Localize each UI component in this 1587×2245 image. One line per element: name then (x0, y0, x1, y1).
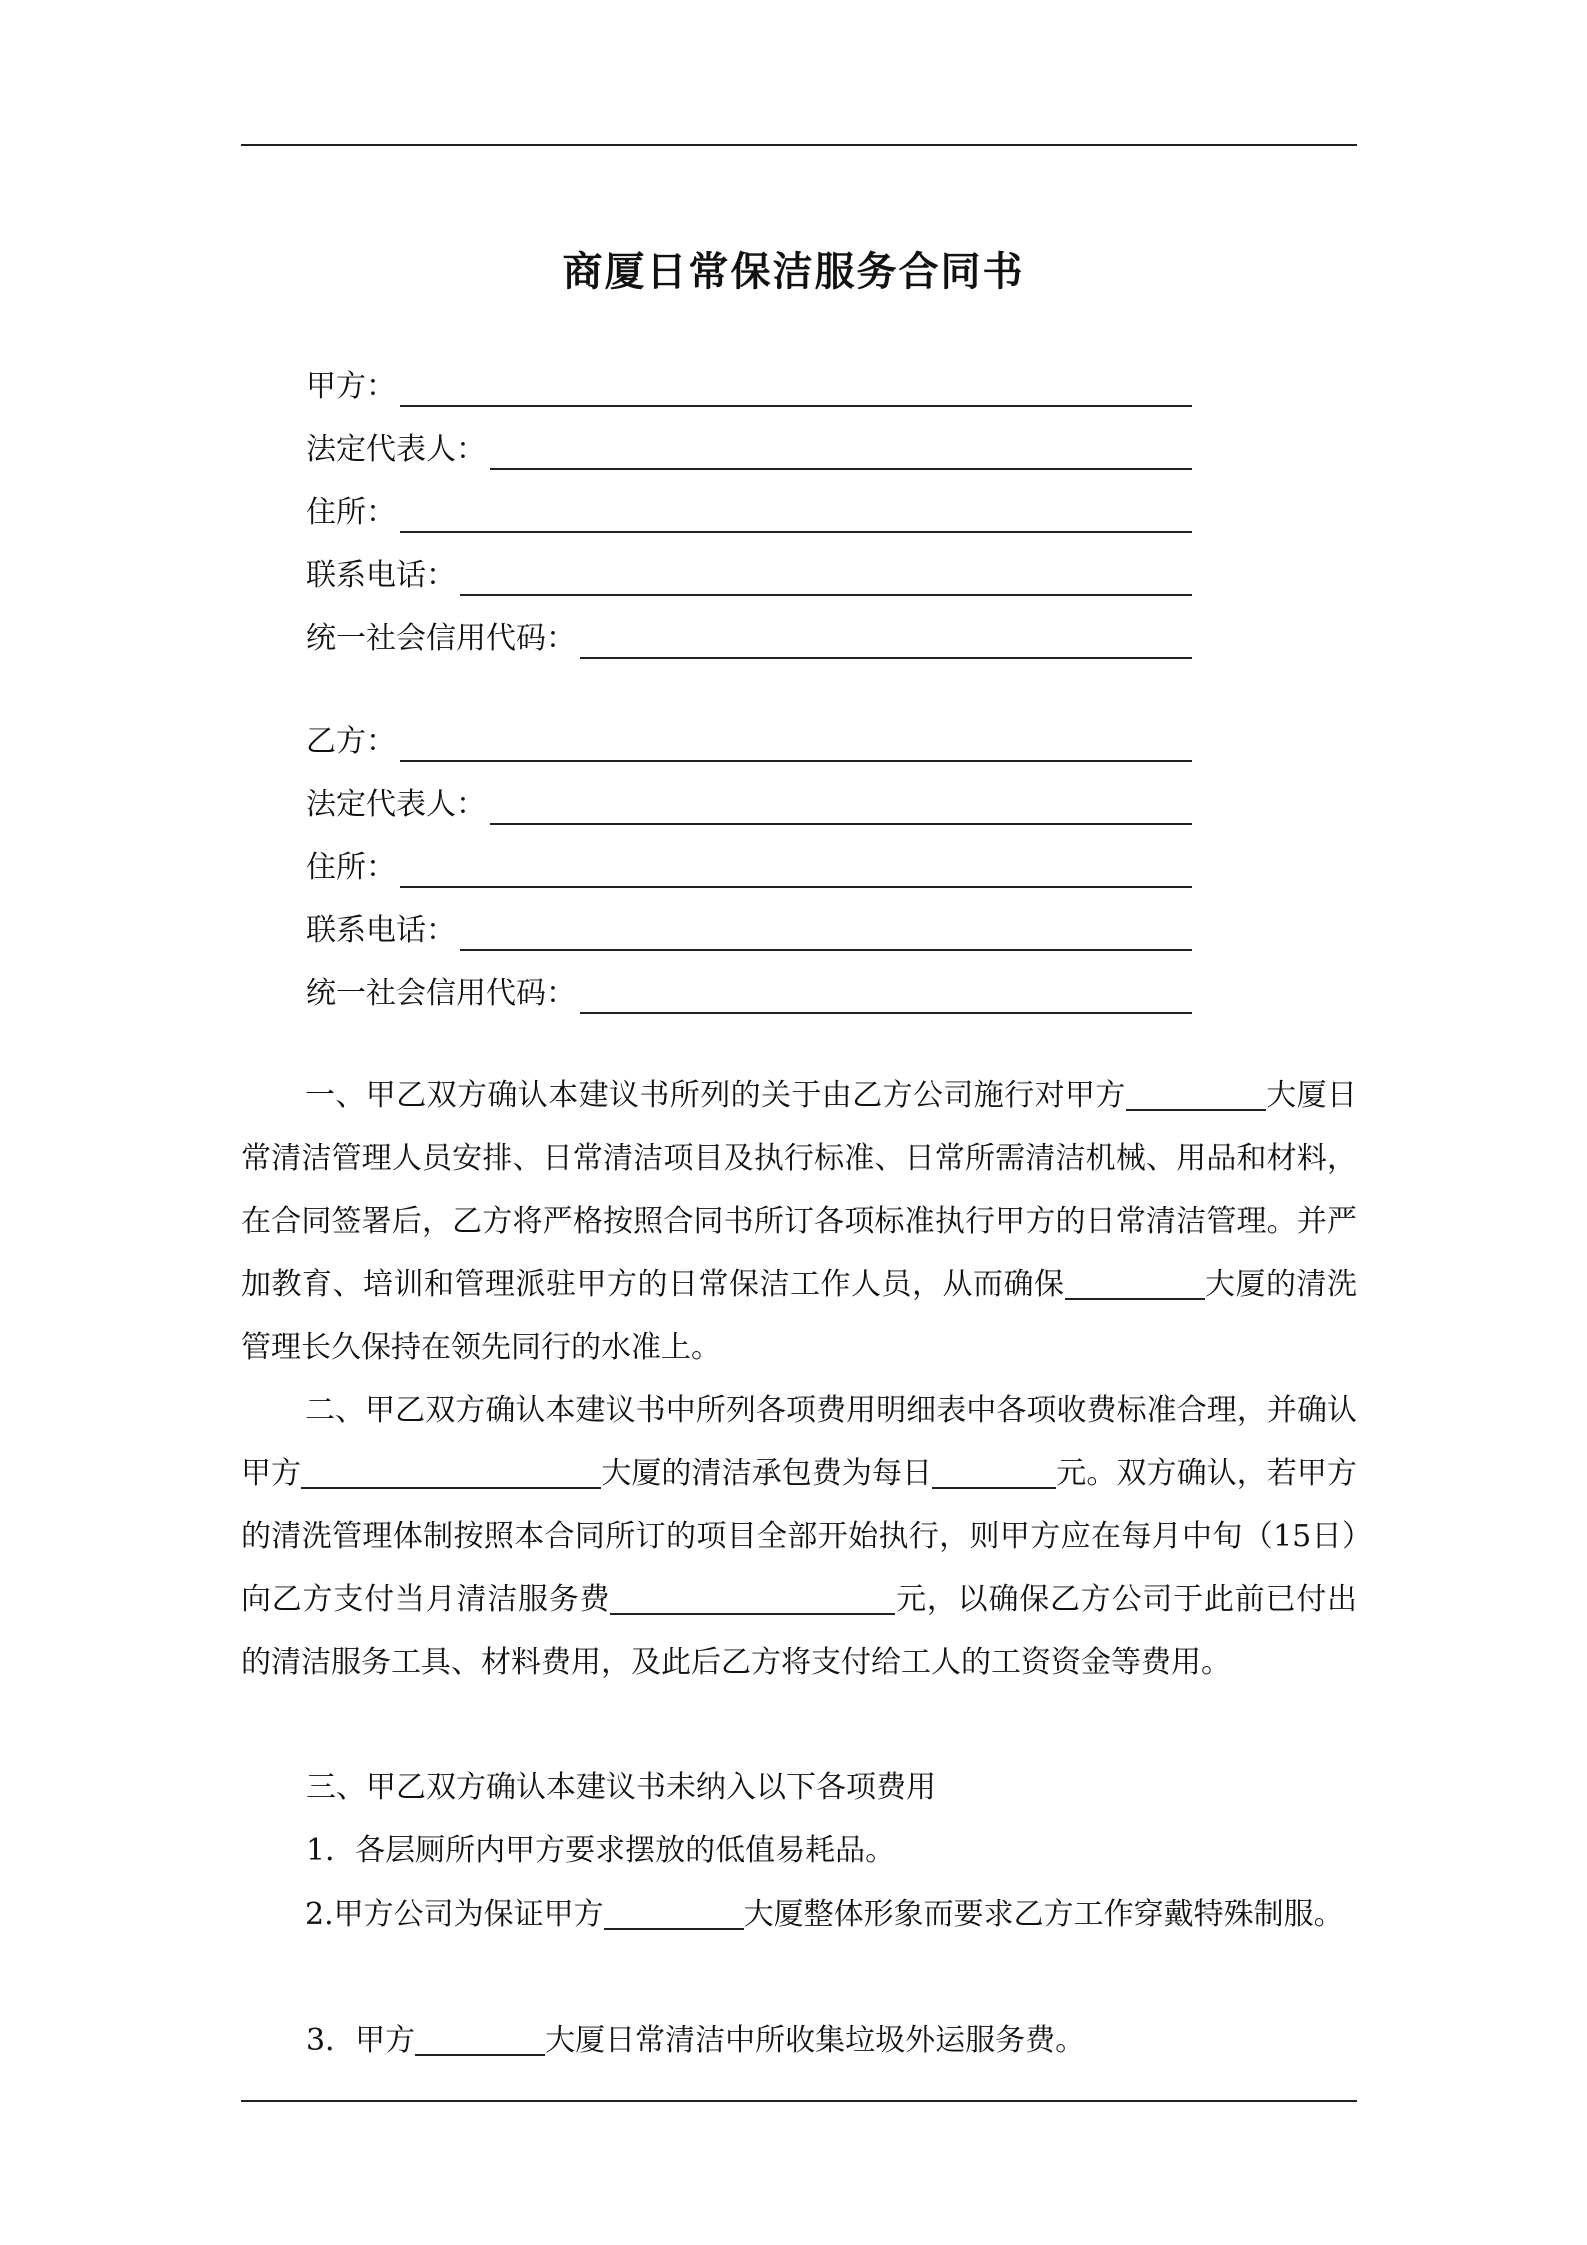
clause-2-daily-fee-blank[interactable] (932, 1457, 1056, 1489)
party-b-code-field (306, 974, 1192, 1014)
clause-3-item-2-text-b: 大厦整体形象而要求乙方工作穿戴特殊制服。 (743, 1897, 1344, 1932)
clause-3-item-1: 1．各层厕所内甲方要求摆放的低值易耗品。 (306, 1833, 896, 1868)
party-a-code-blank[interactable] (580, 657, 1192, 659)
document-title: 商厦日常保洁服务合同书 (562, 248, 1025, 295)
party-b-rep-label: 法定代表人： (306, 787, 486, 822)
party-a-phone-blank[interactable] (460, 594, 1192, 596)
party-b-name-field (306, 722, 1192, 762)
party-a-rep-field (306, 430, 1192, 470)
clause-1-text-2: 大厦日常清洁管理人员安排、日常清洁项目及执行标准、日常所需清洁机械、用品和材料，在合同签署后，乙方将严格按照合同书所订各项标准执行甲方的日常清洁管理。并严加教育、培训和管理派驻甲方的日常保洁工作人员，从而确保 (241, 1078, 1358, 1302)
clause-1-building-blank-2[interactable] (1065, 1268, 1205, 1300)
clause-3-item-3-text-b: 大厦日常清洁中所收集垃圾外运服务费。 (545, 2023, 1086, 2058)
clause-1-text-3: 大厦的清洗管理长久保持在领先同行的水准上。 (241, 1267, 1357, 1365)
party-b-address-field (306, 848, 1192, 888)
party-b-name-blank[interactable] (400, 760, 1192, 762)
party-a-code-label: 统一社会信用代码： (306, 621, 576, 656)
party-a-code-field (306, 619, 1192, 659)
party-b-code-label: 统一社会信用代码： (306, 976, 576, 1011)
party-b-address-blank[interactable] (400, 886, 1192, 888)
party-a-address-blank[interactable] (400, 531, 1192, 533)
party-a-address-field (306, 493, 1192, 533)
party-b-phone-label: 联系电话： (306, 913, 456, 948)
party-b-phone-blank[interactable] (460, 949, 1192, 951)
party-b-address-label: 住所： (306, 850, 396, 885)
party-b-name-label: 乙方： (306, 724, 396, 759)
clause-3-heading: 三、甲乙双方确认本建议书未纳入以下各项费用 (306, 1770, 936, 1805)
party-a-rep-blank[interactable] (490, 468, 1192, 470)
footer-rule (241, 2100, 1357, 2102)
party-b-rep-field (306, 785, 1192, 825)
party-a-phone-label: 联系电话： (306, 558, 456, 593)
party-b-rep-blank[interactable] (490, 823, 1192, 825)
party-a-name-field (306, 367, 1192, 407)
clause-3-item-3 (306, 2021, 1085, 2061)
party-a-name-label: 甲方： (306, 369, 396, 404)
clause-3-item-2 (241, 1883, 1357, 1946)
clause-2-text-1: 二、甲乙双方确认本建议书中所列各项费用明细表中各项收费标准合理，并确认甲方 (241, 1393, 1357, 1491)
clause-2-text-3: 元。双方确认，若甲方的清洗管理体制按照本合同所订的项目全部开始执行，则甲方应在每月中旬（15日）向乙方支付当月清洁服务费 (241, 1456, 1358, 1617)
clause-1 (241, 1064, 1357, 1379)
party-a-address-label: 住所： (306, 495, 396, 530)
clause-3-item-3-building-blank[interactable] (415, 2024, 545, 2056)
party-b-phone-field (306, 911, 1192, 951)
clause-1-text-1: 一、甲乙双方确认本建议书所列的关于由乙方公司施行对甲方 (305, 1078, 1126, 1113)
party-b-code-blank[interactable] (580, 1012, 1192, 1014)
clause-3-item-3-text-a: 3．甲方 (306, 2023, 416, 2058)
clause-3-item-2-text-a: 2.甲方公司为保证甲方 (305, 1897, 604, 1932)
clause-2-text-2: 大厦的清洁承包费为每日 (601, 1456, 933, 1491)
clause-2-building-blank[interactable] (301, 1457, 601, 1489)
party-a-phone-field (306, 556, 1192, 596)
party-a-rep-label: 法定代表人： (306, 432, 486, 467)
header-rule (241, 144, 1357, 146)
clause-2-monthly-fee-blank[interactable] (610, 1583, 895, 1615)
clause-2 (241, 1379, 1357, 1694)
clause-2-text-4: 元，以确保乙方公司于此前已付出的清洁服务工具、材料费用，及此后乙方将支付给工人的工资资金等费用。 (241, 1582, 1358, 1680)
party-a-name-blank[interactable] (400, 405, 1192, 407)
clause-3-item-2-building-blank[interactable] (604, 1898, 744, 1930)
clause-1-building-blank-1[interactable] (1126, 1079, 1266, 1111)
